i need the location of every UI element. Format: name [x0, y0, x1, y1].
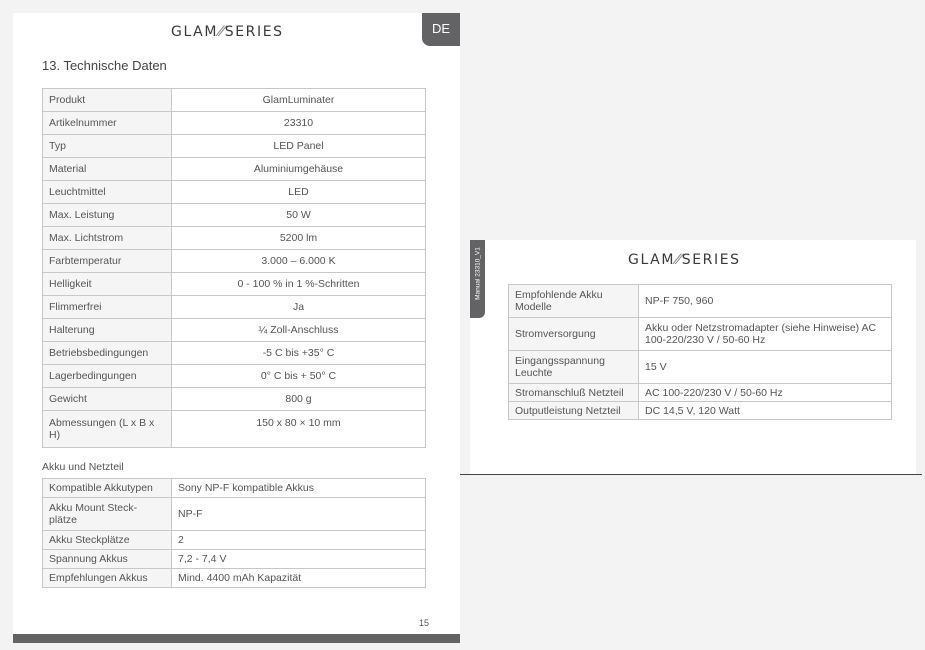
spec-value: ¼ Zoll-Anschluss — [172, 319, 426, 342]
table-row — [43, 550, 426, 569]
spec-label: Produkt — [43, 89, 172, 112]
spec-value: 50 W — [172, 204, 426, 227]
table-row — [43, 411, 426, 448]
spec-label: Farbtemperatur — [43, 250, 172, 273]
page-number: 15 — [419, 618, 430, 628]
logo-slash-icon: ⁄⁄ — [676, 252, 681, 268]
spec-label: Akku Mount Steck-plätze — [43, 498, 172, 531]
spec-label: Gewicht — [43, 388, 172, 411]
table-row — [43, 250, 426, 273]
spec-value: 800 g — [172, 388, 426, 411]
spec-label: Outputleistung Netzteil — [509, 402, 639, 420]
table-row — [43, 498, 426, 531]
spec-value: Ja — [172, 296, 426, 319]
akku-table — [42, 478, 426, 588]
table-row — [43, 112, 426, 135]
table-row — [43, 181, 426, 204]
spec-value: GlamLuminater — [172, 89, 426, 112]
spec-value: 5200 lm — [172, 227, 426, 250]
spec-value: Sony NP-F kompatible Akkus — [172, 479, 426, 498]
spec-value: 0° C bis + 50° C — [172, 365, 426, 388]
power-specs-table — [508, 284, 892, 420]
spec-value: 0 - 100 % in 1 %-Schritten — [172, 273, 426, 296]
table-row — [43, 388, 426, 411]
table-row — [43, 89, 426, 112]
spec-value: 23310 — [172, 112, 426, 135]
table-row — [509, 285, 892, 318]
language-tab: DE — [422, 13, 460, 46]
spec-label: Halterung — [43, 319, 172, 342]
manual-version-label: Manual 23310_V1 — [474, 247, 482, 300]
spec-value: Mind. 4400 mAh Kapazität — [172, 569, 426, 588]
spec-label: Empfehlungen Akkus — [43, 569, 172, 588]
footer-bar — [13, 634, 460, 643]
spec-value: NP-F 750, 960 — [639, 285, 892, 318]
table-row — [43, 273, 426, 296]
spec-label: Kompatible Akkutypen — [43, 479, 172, 498]
table-row — [43, 204, 426, 227]
table-row — [43, 365, 426, 388]
table-row — [43, 227, 426, 250]
logo-slash-icon: ⁄⁄ — [219, 24, 224, 40]
spec-value: Aluminiumgehäuse — [172, 158, 426, 181]
spec-value: 3.000 – 6.000 K — [172, 250, 426, 273]
logo-text-glam: GLAM — [171, 24, 219, 40]
spec-label: Akku Steckplätze — [43, 531, 172, 550]
spec-label: Abmessungen (L x B x H) — [43, 411, 172, 448]
table-row — [43, 531, 426, 550]
spec-label: Flimmerfrei — [43, 296, 172, 319]
table-row — [509, 318, 892, 351]
spec-value: 2 — [172, 531, 426, 550]
spec-label: Stromanschluß Netzteil — [509, 384, 639, 402]
manual-page-left — [13, 13, 460, 643]
spec-label: Material — [43, 158, 172, 181]
akku-section-title: Akku und Netzteil — [42, 461, 124, 473]
table-row — [43, 158, 426, 181]
manual-version-tab — [470, 240, 485, 318]
spec-value: AC 100-220/230 V / 50-60 Hz — [639, 384, 892, 402]
spec-label: Typ — [43, 135, 172, 158]
spec-label: Helligkeit — [43, 273, 172, 296]
spec-label: Betriebsbedingungen — [43, 342, 172, 365]
spec-label: Spannung Akkus — [43, 550, 172, 569]
logo-text-series: SERIES — [681, 252, 741, 268]
spec-label: Max. Lichtstrom — [43, 227, 172, 250]
manual-page-right — [470, 240, 916, 474]
spec-label: Max. Leistung — [43, 204, 172, 227]
logo-text-series: SERIES — [224, 24, 284, 40]
table-row — [509, 384, 892, 402]
spec-value: 150 x 80 × 10 mm — [172, 411, 426, 448]
glam-series-logo — [628, 252, 741, 268]
spec-value: LED Panel — [172, 135, 426, 158]
spec-value: LED — [172, 181, 426, 204]
spec-value: DC 14,5 V, 120 Watt — [639, 402, 892, 420]
spec-value: Akku oder Netzstromadapter (siehe Hinweise) AC 100-220/230 V / 50-60 Hz — [639, 318, 892, 351]
spec-value: NP-F — [172, 498, 426, 531]
spec-label: Empfohlende Akku Modelle — [509, 285, 639, 318]
spec-label: Stromversorgung — [509, 318, 639, 351]
table-row — [43, 569, 426, 588]
table-row — [509, 402, 892, 420]
spec-value: -5 C bis +35° C — [172, 342, 426, 365]
table-row — [43, 479, 426, 498]
spec-label: Artikelnummer — [43, 112, 172, 135]
spec-value: 7,2 - 7,4 V — [172, 550, 426, 569]
table-row — [43, 342, 426, 365]
glam-series-logo — [171, 24, 284, 40]
spec-label: Lagerbedingungen — [43, 365, 172, 388]
tech-specs-table — [42, 88, 426, 448]
table-row — [43, 296, 426, 319]
table-row — [43, 319, 426, 342]
spec-label: Leuchtmittel — [43, 181, 172, 204]
table-row — [509, 351, 892, 384]
page-divider-line — [460, 474, 922, 475]
spec-label: Eingangsspannung Leuchte — [509, 351, 639, 384]
table-row — [43, 135, 426, 158]
logo-text-glam: GLAM — [628, 252, 676, 268]
spec-value: 15 V — [639, 351, 892, 384]
section-title: 13. Technische Daten — [42, 58, 167, 73]
